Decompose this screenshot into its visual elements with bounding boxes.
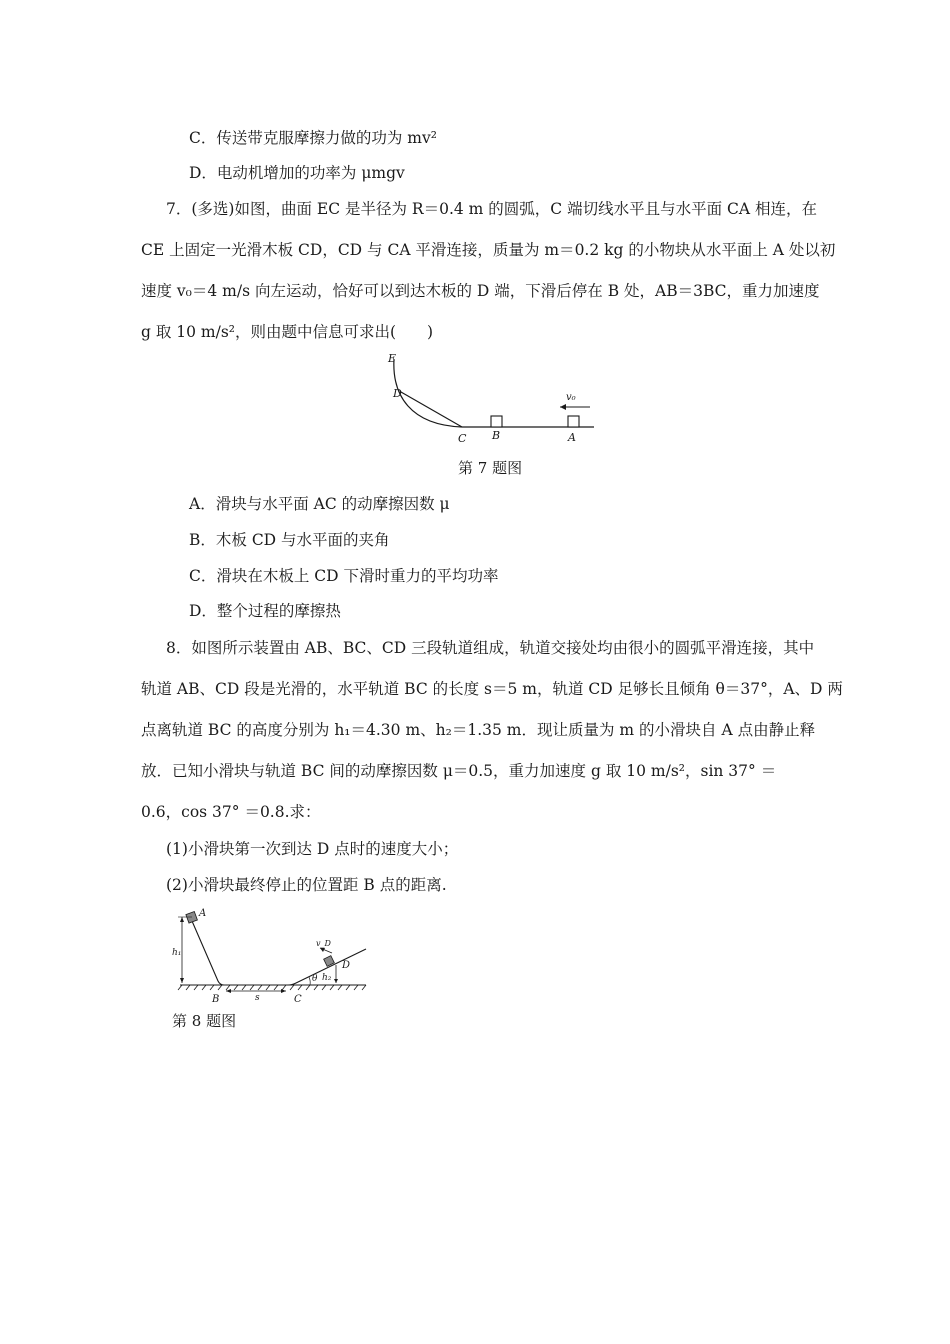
q8-figure-caption: 第 8 题图 (172, 1012, 237, 1030)
q7-arc-ec (394, 359, 462, 427)
q8-theta-arc (309, 977, 310, 985)
q8-label-b: B (212, 994, 220, 1005)
q7-label-a: A (568, 431, 576, 444)
q8-stem-line-4: 放．已知小滑块与轨道 BC 间的动摩擦因数 μ＝0.5，重力加速度 g 取 10 m/s²，sin 37° ＝ (141, 762, 777, 780)
q8-stem-line-5: 0.6，cos 37° ＝0.8.求： (141, 803, 321, 821)
q7-label-e: E (388, 352, 397, 365)
q8-label-theta: θ (312, 974, 318, 984)
q8-label-vd: v_D (316, 939, 331, 948)
q7-block-a (568, 416, 579, 427)
q8-label-h2: h₂ (322, 973, 332, 983)
q8-label-s: s (255, 993, 260, 1003)
q7-stem-line-1: 7．(多选)如图，曲面 EC 是半径为 R＝0.4 m 的圆弧，C 端切线水平且与水平面 CA 相连，在 (166, 200, 817, 218)
q8-sub-question-1: (1)小滑块第一次到达 D 点时的速度大小； (166, 840, 459, 858)
q7-block-b (491, 416, 502, 427)
q7-figure (380, 345, 610, 445)
q8-track-ab (192, 921, 224, 985)
q8-label-d: D (342, 960, 351, 971)
q8-ground-hatching (178, 985, 366, 990)
q7-stem-line-2: CE 上固定一光滑木板 CD，CD 与 CA 平滑连接，质量为 m＝0.2 kg 的小物块从水平面上 A 处以初 (141, 241, 836, 259)
q7-option-c: C．滑块在木板上 CD 下滑时重力的平均功率 (189, 567, 499, 585)
q7-stem-line-4: g 取 10 m/s²，则由题中信息可求出( ) (141, 323, 434, 341)
q8-sub-question-2: (2)小滑块最终停止的位置距 B 点的距离. (166, 876, 447, 894)
q6-option-c: C．传送带克服摩擦力做的功为 mv² (189, 129, 437, 147)
q8-label-a: A (199, 908, 207, 919)
q7-label-c: C (458, 432, 467, 445)
q8-label-h1: h₁ (172, 948, 182, 958)
q7-option-d: D．整个过程的摩擦热 (189, 602, 341, 620)
q8-figure (170, 905, 370, 1005)
q7-option-a: A．滑块与水平面 AC 的动摩擦因数 μ (189, 495, 450, 513)
q7-figure-caption: 第 7 题图 (458, 459, 523, 477)
q8-stem-line-3: 点离轨道 BC 的高度分别为 h₁＝4.30 m、h₂＝1.35 m．现让质量为 m 的小滑块自 A 点由静止释 (141, 721, 816, 739)
q8-stem-line-1: 8．如图所示装置由 AB、BC、CD 三段轨道组成，轨道交接处均由很小的圆弧平滑连接，其中 (166, 639, 815, 657)
q8-stem-line-2: 轨道 AB、CD 段是光滑的，水平轨道 BC 的长度 s＝5 m，轨道 CD 足够长且倾角 θ＝37°，A、D 两 (141, 680, 843, 698)
q7-label-d: D (393, 387, 402, 400)
q7-label-b: B (492, 429, 501, 442)
q6-option-d: D．电动机增加的功率为 μmgv (189, 164, 405, 182)
q8-label-c: C (294, 994, 302, 1005)
q7-label-v0: v₀ (566, 392, 576, 403)
q7-stem-line-3: 速度 v₀＝4 m/s 向左运动，恰好可以到达木板的 D 端，下滑后停在 B 处，AB＝3BC，重力加速度 (141, 282, 820, 300)
q7-option-b: B．木板 CD 与水平面的夹角 (189, 531, 390, 549)
